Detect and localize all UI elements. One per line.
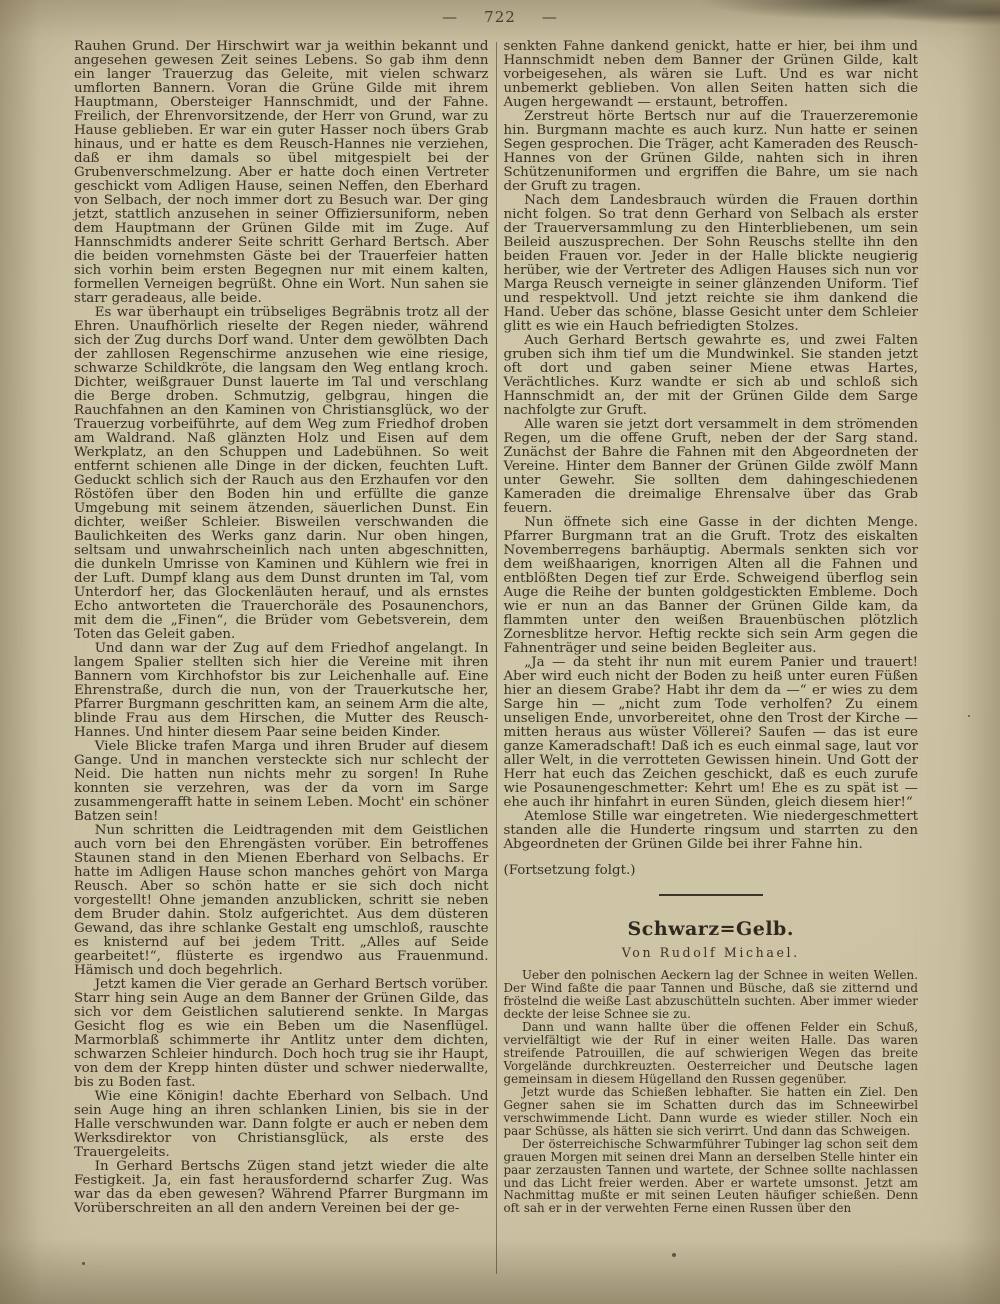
paragraph: Nun öffnete sich eine Gasse in der dichten Menge. Pfarrer Burgmann trat an die Gruft. Trotz des eiskalten Novemberregens barhäuptig. Abermals senkten sich vor dem weißhaarigen, knorrigen Alten all die Fahnen und entblößten Degen tief zur Erde. Schweigend überflog sein Auge die Reihe der bunten goldgestickten Embleme. Doch wie er nun an das Banner der Grünen Gilde kam, da flammten unter den weißen Brauenbüschen plötzlich Zornesblitze hervor. Heftig reckte sich sein Arm gegen die Fahnenträger und seine beiden Begleiter aus.: [503, 515, 918, 656]
paragraph: Und dann war der Zug auf dem Friedhof angelangt. In langem Spalier stellten sich hier die Vereine mit ihren Bannern vom Kirchhofstor bis zur Leichenhalle auf. Eine Ehrenstraße, durch die nun, von der Trauerkutsche her, Pfarrer Burgmann geschritten kam, an seinem Arm die alte, blinde Frau aus dem Hirschen, die Mutter des Reusch-Hannes. Und hinter diesem Paar seine beiden Kinder.: [74, 641, 489, 740]
text-columns: [74, 40, 918, 1274]
story-byline: Von Rudolf Michael.: [621, 945, 800, 960]
paragraph: senkten Fahne dankend genickt, hatte er hier, bei ihm und Hannschmidt neben dem Banner der Grünen Gilde, kalt vorbeigesehen, als wären sie Luft. Und es war nicht unbemerkt geblieben. Von allen Seiten hatten sich die Augen hergewandt — erstaunt, betroffen.: [503, 39, 918, 110]
paragraph: „Ja — da steht ihr nun mit eurem Panier und trauert! Aber wird euch nicht der Boden zu heiß unter euren Füßen hier an diesem Grabe? Habt ihr dem da —“ er wies zu dem Sarge hin — „nicht zum Tode verholfen? Zu einem unseligen Ende, unvorbereitet, ohne den Trost der Kirche — mitten heraus aus wüster Völlerei? Saufen — das ist eure ganze Kameradschaft! Daß ich es euch einmal sage, laut vor aller Welt, in die verrotteten Gewissen hinein. Und Gott der Herr hat euch das Zeichen geschickt, daß es euch zurufe wie Posaunengeschmetter: Kehrt um! Ehe es zu spät ist — ehe auch ihr hinfahrt in euren Sünden, gleich diesem hier!“: [503, 655, 918, 810]
ink-speck: [82, 1262, 85, 1265]
paragraph: Viele Blicke trafen Marga und ihren Bruder auf diesem Gange. Und in manchen versteckte sich nur schlecht der Neid. Die hatten nun nichts mehr zu sorgen! In Ruhe konnten sie verzehren, was der da vorn im Sarge zusammengerafft hatte in seinem Leben. Mocht' ein schöner Batzen sein!: [74, 739, 489, 824]
paragraph: Dann und wann hallte über die offenen Felder ein Schuß, vervielfältigt wie der Ruf in einer weiten Halle. Das waren streifende Patrouillen, die auf schwierigen Wegen das breite Vorgelände durchkreuzten. Oesterreicher und Deutsche lagen gemeinsam in diesem Hügelland den Russen gegenüber.: [503, 1019, 918, 1086]
paragraph: Wie eine Königin! dachte Eberhard von Selbach. Und sein Auge hing an ihren schlanken Linien, bis sie in der Halle verschwunden war. Dann folgte er auch er neben dem Werksdirektor von Christiansglück, als erste des Trauergeleits.: [74, 1089, 489, 1160]
paragraph: Rauhen Grund. Der Hirschwirt war ja weithin bekannt und angesehen gewesen Zeit seines Lebens. So gab ihm denn ein langer Trauerzug das Geleite, mit vielen schwarz umflorten Bannern. Voran die Grüne Gilde mit ihrem Hauptmann, Obersteiger Hannschmidt, und der Fahne. Freilich, der Ehrenvorsitzende, der Herr von Grund, war zu Hause geblieben. Er war ein guter Hasser noch übers Grab hinaus, und er hatte es dem Reusch-Hannes nie verziehen, daß er ihm damals so übel mitgespielt bei der Grubenverschmelzung. Aber er hatte doch einen Vertreter geschickt vom Adligen Hause, seinen Neffen, den Eberhard von Selbach, der noch immer dort zu Besuch war. Der ging jetzt, stattlich anzusehen in seiner Offiziersuniform, neben dem Hauptmann der Grünen Gilde mit im Zuge. Auf Hannschmidts anderer Seite schritt Gerhard Bertsch. Aber die beiden vornehmsten Gäste bei der Trauerfeier hatten sich vorhin beim ersten Begegnen nur mit einem kalten, formellen Verneigen begrüßt. Ohne ein Wort. Nun sahen sie starr geradeaus, alle beide.: [74, 39, 489, 306]
paragraph: Ueber den polnischen Aeckern lag der Schnee in weiten Wellen. Der Wind faßte die paar Tannen und Büsche, daß sie zitternd und fröstelnd die weiße Last abzuschütteln suchten. Aber immer wieder deckte der leise Schnee sie zu.: [503, 968, 918, 1021]
ink-speck: [672, 1253, 676, 1257]
column-divider-rule: [496, 42, 497, 1274]
paragraph: Zerstreut hörte Bertsch nur auf die Trauerzeremonie hin. Burgmann machte es auch kurz. Nun hatte er seinen Segen gesprochen. Die Träger, acht Kameraden des Reusch-Hannes von der Grünen Gilde, nahten sich in ihren Schützenuniformen und ergriffen die Bahre, um sie nach der Gruft zu tragen.: [503, 109, 918, 194]
paragraph: Auch Gerhard Bertsch gewahrte es, und zwei Falten gruben sich ihm tief um die Mundwinkel. Sie standen jetzt oft dort und gaben seiner Miene etwas Hartes, Verächtliches. Kurz wandte er sich ab und schloß sich Hannschmidt an, der mit der Grünen Gilde dem Sarge nachfolgte zur Gruft.: [503, 333, 918, 418]
paragraph: Der österreichische Schwarmführer Tubinger lag schon seit dem grauen Morgen mit seinen drei Mann an derselben Stelle hinter ein paar zerzausten Tannen und wartete, der Schnee sollte nachlassen und das Licht freier werden. Aber er wartete umsonst. Jetzt am Nachmittag mußte er mit seinen Leuten häufiger schießen. Denn oft sah er in der verwehten Ferne einen Russen über den: [503, 1136, 918, 1216]
paragraph: Nach dem Landesbrauch würden die Frauen dorthin nicht folgen. So trat denn Gerhard von Selbach als erster der Trauerversammlung zu den Hinterbliebenen, um sein Beileid auszusprechen. Der Sohn Reuschs stellte ihn den beiden Frauen vor. Jeder in der Halle blickte neugierig herüber, wie der Vertreter des Adligen Hauses sich nun vor Marga Reusch verneigte in seiner glänzenden Uniform. Tief und respektvoll. Und jetzt reichte sie ihm dankend die Hand. Ueber das schöne, blasse Gesicht unter dem Schleier glitt es wie ein Hauch befriedigten Stolzes.: [503, 193, 918, 334]
left-column: [74, 40, 489, 1274]
story-body: [504, 969, 919, 1215]
paragraph: Jetzt kamen die Vier gerade an Gerhard Bertsch vorüber. Starr hing sein Auge an dem Banner der Grünen Gilde, das sich vor dem Geistlichen salutierend senkte. In Margas Gesicht flog es wie ein Beben um die Nasenflügel. Marmorblaß schimmerte ihr Antlitz unter dem dichten, schwarzen Schleier hindurch. Doch hoch trug sie ihr Haupt, von dem der Krepp hinten düster und schwer niederwallte, bis zu Boden fast.: [74, 977, 489, 1090]
paragraph: Jetzt wurde das Schießen lebhafter. Sie hatten ein Ziel. Den Gegner sahen sie im Schatten durch das im Schneewirbel verschwimmende Licht. Dann wurde es wieder stiller. Noch ein paar Schüsse, als hätten sie sich verirrt. Und dann das Schweigen.: [503, 1084, 918, 1138]
paragraph: In Gerhard Bertschs Zügen stand jetzt wieder die alte Festigkeit. Ja, ein fast herausfordernd scharfer Zug. Was war das da eben gewesen? Während Pfarrer Burgmann im Vorüberschreiten an all den andern Vereinen bei der ge-: [74, 1159, 489, 1216]
story-title: Schwarz=Gelb.: [627, 918, 794, 940]
page-number: 722: [484, 8, 516, 26]
ink-speck: [968, 715, 970, 717]
right-column: [504, 40, 919, 1274]
continuation-note: (Fortsetzung folgt.): [503, 863, 636, 878]
page-header: [0, 8, 1000, 26]
story-header: [504, 918, 919, 960]
paragraph: Es war überhaupt ein trübseliges Begräbnis trotz all der Ehren. Unaufhörlich rieselte der Regen nieder, während sich der Zug durchs Dorf wand. Unter dem gewölbten Dach der zahllosen Regenschirme anzusehen wie eine riesige, schwarze Schildkröte, die langsam den Weg entlang kroch. Dichter, weißgrauer Dunst lauerte im Tal und verschlang die Berge droben. Schmutzig, gelbgrau, hingen die Rauchfahnen an den Kaminen von Christiansglück, wo der Trauerzug vorbeiführte, auf dem Weg zum Friedhof droben am Waldrand. Naß glänzten Holz und Eisen auf dem Werkplatz, an den Schuppen und Ladebühnen. So weit entfernt schienen alle Dinge in der dicken, feuchten Luft. Geduckt schlich sich der Rauch aus den Erzhaufen vor den Röstöfen über den Boden hin und erfüllte die ganze Umgebung mit seinem ätzenden, säuerlichen Dunst. Ein dichter, weißer Schleier. Bisweilen verschwanden die Baulichkeiten des Werks ganz darin. Nur oben hingen, seltsam und unwahrscheinlich nach unten abgeschnitten, die dunkeln Umrisse von Kaminen und Kühlern wie frei in der Luft. Dumpf klang aus dem Dunst drunten im Tal, vom Unterdorf her, das Glockenläuten herauf, und als ernstes Echo antworteten die Trauerchoräle des Posaunenchors, mit dem die „Finen“, die Brüder vom Gebetsverein, dem Toten das Geleit gaben.: [74, 305, 489, 642]
header-dash-right: —: [541, 8, 558, 26]
paragraph: Nun schritten die Leidtragenden mit dem Geistlichen auch vorn bei den Ehrengästen vorüber. Ein betroffenes Staunen stand in den Mienen Eberhard von Selbachs. Er hatte im Adligen Hause schon manches gehört von Marga Reusch. Aber so schön hatte er sie sich doch nicht vorgestellt! Ohne jemanden anzublicken, schritt sie neben dem Bruder dahin. Stolz aufgerichtet. Aus dem düsteren Gewand, das ihre schlanke Gestalt eng umschloß, rauschte es knisternd auf bei jedem Tritt. „Alles auf Seide gearbeitet!“, flüsterte es irgendwo aus Frauenmund. Hämisch und doch begehrlich.: [74, 823, 489, 978]
section-divider-rule: [659, 894, 763, 896]
header-dash-left: —: [442, 8, 459, 26]
paragraph: Alle waren sie jetzt dort versammelt in dem strömenden Regen, um die offene Gruft, neben der der Sarg stand. Zunächst der Bahre die Fahnen mit den Abgeordneten der Vereine. Hinter dem Banner der Grünen Gilde zwölf Mann unter Gewehr. Sie sollten dem dahingeschiedenen Kameraden die dreimalige Ehrensalve über das Grab feuern.: [503, 417, 918, 516]
paragraph: Atemlose Stille war eingetreten. Wie niedergeschmettert standen alle die Hunderte ringsum und starrten zu den Abgeordneten der Grünen Gilde bei ihrer Fahne hin.: [503, 809, 918, 852]
